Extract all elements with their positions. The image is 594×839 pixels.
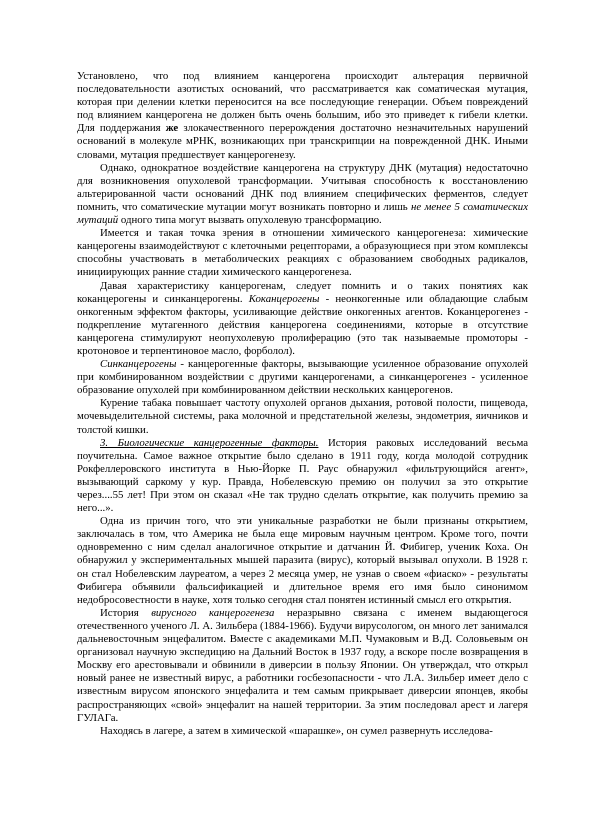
emphasis-text: Синканцерогены [100,358,177,371]
text-run: Однако, однократное воздействие канцерогена на структуру ДНК (мутация) недостаточно для возникновения опухолевой трансформации. Учитывая способность к восстановлению альтерированной части оснований ДНК под влиянием специфических ферментов, следует помнить, что соматические мутации могут возникать повторно и лишь [77,161,528,213]
text-run: Одна из причин того, что эти уникальные разработки не были признаны открытием, заключалась в том, что Америка не была еще мировым научным центром. Кроме того, почти одновременно с ним сделал аналогичное открытие и датчанин Й. Фибигер, ученик Коха. Он обнаружил у экспериментальных мышей паразита (вирус), который вызывал опухоли. В 1928 г. он стал Нобелевским лауреатом, а через 2 месяца умер, не узнав о своем «фиаско» - результаты Фибигера объявили фальсификацией и длительное время его имя было синонимом недобросовестности в науке, хотя только сегодня стал понятен истинный смысл его открытия. [77,515,528,606]
paragraph [77,162,528,227]
text-run: Имеется и такая точка зрения в отношении химического канцерогенеза: химические канцерогены взаимодействуют с клеточными рецепторами, а образующиеся при этом комплексы способны участвовать в метаболических реакциях с образованием свободных радикалов, инициирующих ранние стадии химического канцерогенеза. [77,227,528,279]
text-run: - неонкогенные или обладающие слабым онкогенным эффектом факторы, усиливающие действие онкогенных агентов. Коканцерогенез - подкрепление мутагенного действия канцерогена соединениями, которые в отсутствие канцерогена стимулируют неопухолевую пролиферацию (это так называемые промоторы - кротоновое и терпентиновое масло, форболол). [77,292,529,357]
paragraph [77,70,528,162]
document-page [77,70,528,738]
text-run: одного типа могут вызвать опухолевую трансформацию. [118,214,382,227]
paragraph [77,280,528,359]
text-run: Установлено, что под влиянием канцерогена происходит альтерация первичной последовательности азотистых оснований, что рассматривается как соматическая мутация, которая при делении клетки переносится на все последующие генерации. Объем повреждений под влиянием канцерогена не должен быть очень большим, ибо это приведет к гибели клетки. Для поддержания [77,70,528,135]
text-run: неразрывно связана с именем выдающегося отечественного ученого Л. А. Зильбера (1884-1966). Будучи вирусологом, он много лет занимался дальневосточным энцефалитом. Вместе с академиками М.П. Чумаковым и В.Д. Соловьевым он организовал научную экспедицию на Дальний Восток в 1937 году, а вскоре после возвращения в Москву его арестовывали и обвинили в диверсии в пользу Японии. Он утверждал, что открыл новый ранее не известный вирус, а работники госбезопасности - что Л.А. Зильбер имеет дело с известным вирусом японского энцефалита и тем самым прикрывает диверсии японцев, якобы распространяющих «свой» энцефалит на нашей территории. За этим последовал арест и лагеря ГУЛАГа. [77,606,529,724]
text-run: Давая характеристику канцерогенам, следует помнить и о таких понятиях как коканцерогены и синканцерогены. [77,279,528,305]
text-run: злокачественного перерождения достаточно незначительных нарушений оснований в молекуле мРНК, возникающих при транскрипции на поврежденной ДНК. Иными словами, мутация предшествует канцерогенезу. [77,122,528,161]
emphasis-text: вирусного канцерогенеза [151,606,275,619]
paragraph [77,358,528,397]
paragraph [77,227,528,279]
paragraph [77,437,528,516]
emphasis-text: же [165,122,179,135]
section-heading: 3. Биологические канцерогенные факторы. [100,436,319,449]
paragraph [77,607,528,725]
emphasis-text: Коканцерогены [248,292,320,305]
text-run: Курение табака повышает частоту опухолей органов дыхания, ротовой полости, пищевода, мочевыделительной системы, рака молочной и предстательной железы, эндометрия, яичников и толстой кишки. [77,397,528,436]
paragraph [77,725,528,738]
text-run: - канцерогенные факторы, вызывающие усиленное образование опухолей при комбинированном воздействии с другими канцерогенами, а синканцерогенез - усиленное образование опухолей при комбинированном действии нескольких канцерогенов. [77,358,528,397]
emphasis-text: не менее 5 соматических мутаций [77,200,528,227]
paragraph [77,515,528,607]
text-run: История раковых исследований весьма поучительна. Самое важное открытие было сделано в 1911 году, когда молодой сотрудник Рокфеллеровского института в Нью-Йорке П. Раус обнаружил «фильтрующийся агент», вызывающий саркому у кур. Правда, Нобелевскую премию он получил за это открытие через....55 лет! При этом он сказал «Не так трудно сделать открытие, как получить премию за него...». [77,436,528,515]
paragraph [77,397,528,436]
text-run: Находясь в лагере, а затем в химической «шарашке», он сумел развернуть исследова- [100,724,493,737]
text-run: История [100,606,152,619]
